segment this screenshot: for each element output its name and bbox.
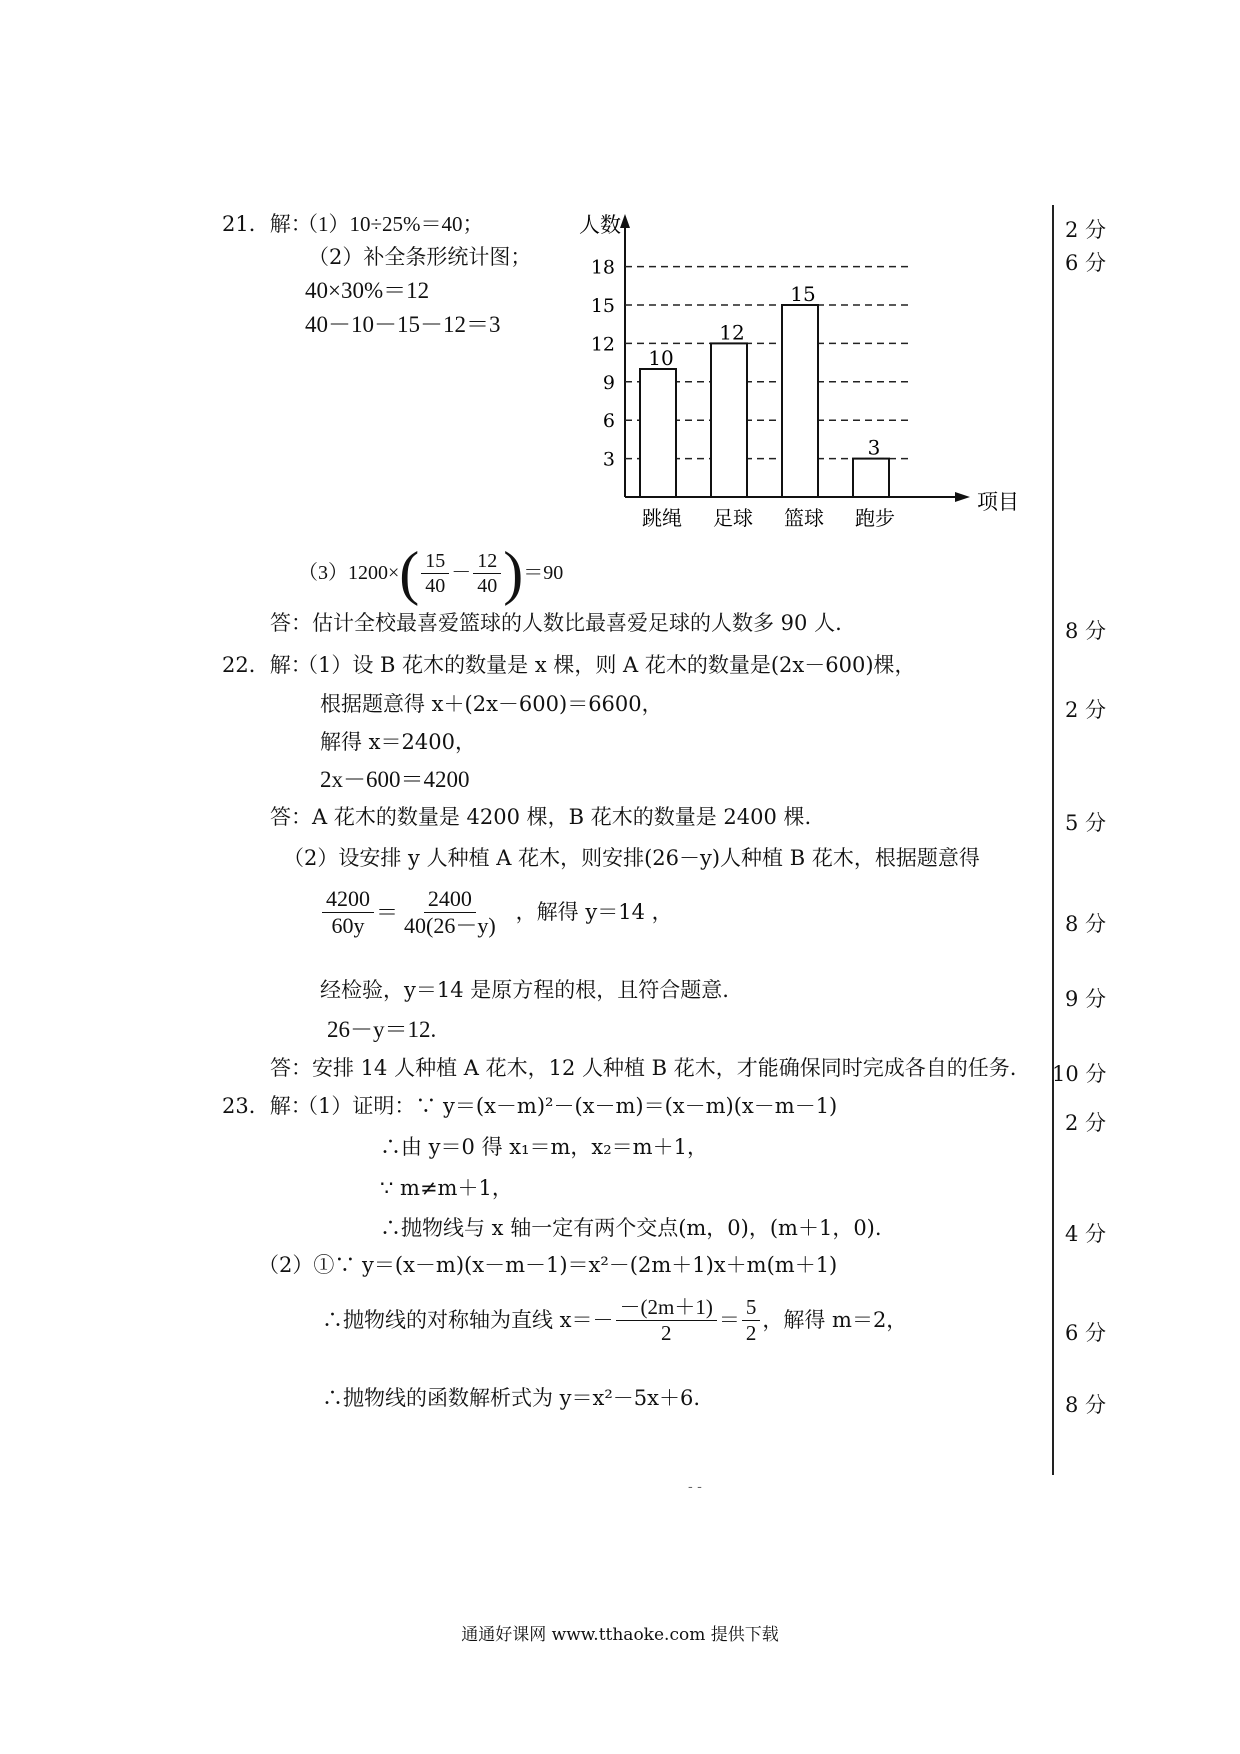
q21-head: 21．解：	[222, 212, 312, 236]
q22-line5: （2）设安排 y 人种植 A 花木，则安排(26－y)人种植 B 花木，根据题意得	[283, 846, 980, 870]
score-q22-1: 2 分	[1065, 698, 1107, 722]
fraction-left	[322, 888, 374, 937]
q23-head: 23．解：	[222, 1094, 312, 1118]
q22-answer1: 答：A 花木的数量是 4200 棵，B 花木的数量是 2400 棵.	[270, 805, 812, 829]
right-paren: )	[503, 540, 524, 606]
category-label: 篮球	[784, 506, 824, 530]
q21-answer: 答：估计全校最喜爱篮球的人数比最喜爱足球的人数多 90 人.	[270, 611, 842, 635]
q22-answer2: 答：安排 14 人种植 A 花木，12 人种植 B 花木，才能确保同时完成各自的任务.	[270, 1056, 1017, 1080]
q21-part1: （1）10÷25%＝40；	[297, 212, 484, 236]
q21-line4: 40－10－15－12＝3	[305, 312, 501, 337]
bar-value-label: 10	[648, 346, 674, 370]
y-tick-label: 15	[590, 295, 615, 317]
bar	[640, 369, 676, 497]
score-q23-3: 6 分	[1065, 1321, 1107, 1345]
bar	[853, 459, 889, 497]
q22-line6: 经检验，y＝14 是原方程的根，且符合题意.	[320, 978, 729, 1002]
bar-chart	[560, 212, 1040, 532]
equals-sign: ＝	[718, 1308, 740, 1332]
q21-part3-prefix: （3）1200×	[298, 562, 400, 584]
category-label: 跑步	[855, 506, 895, 530]
bar	[782, 305, 818, 497]
fraction-numerator: 12	[473, 551, 501, 574]
bar	[711, 343, 747, 497]
score-divider	[1052, 205, 1054, 1475]
fraction-denominator: 40	[477, 574, 498, 597]
equation-tail: ，解得 y＝14 ，	[515, 900, 673, 924]
score-q21-2: 6 分	[1065, 251, 1107, 275]
q23-line5: （2）①∵ y＝(x－m)(x－m－1)＝x²－(2m＋1)x＋m(m＋1)	[258, 1253, 838, 1277]
q23-line2: ∴由 y＝0 得 x₁＝m，x₂＝m＋1，	[380, 1135, 708, 1159]
fraction-axis	[616, 1297, 717, 1344]
y-tick-label: 6	[602, 410, 615, 433]
left-paren: (	[399, 540, 420, 606]
y-tick-label: 9	[602, 371, 615, 394]
fraction-five-halves	[742, 1297, 761, 1344]
q23-line6-prefix: ∴抛物线的对称轴为直线 x＝－	[322, 1308, 614, 1332]
fraction-denominator: 2	[745, 1321, 757, 1345]
q22-equation	[320, 888, 673, 937]
y-tick-label: 12	[590, 333, 615, 356]
fraction-denominator: 2	[660, 1321, 672, 1345]
q22-line4: 2x－600＝4200	[320, 767, 470, 792]
y-tick-label: 18	[590, 256, 615, 279]
fraction-numerator: 4200	[322, 888, 374, 913]
y-tick-label: 3	[602, 448, 615, 471]
q23-line7: ∴抛物线的函数解析式为 y＝x²－5x＋6.	[322, 1386, 701, 1410]
fraction-15-40	[421, 551, 449, 596]
fraction-12-40	[473, 551, 501, 596]
q21-part3	[298, 540, 564, 606]
score-q23-2: 4 分	[1065, 1222, 1107, 1246]
fraction-numerator: 5	[742, 1297, 761, 1321]
category-label: 足球	[713, 506, 753, 530]
bar-value-label: 15	[790, 282, 816, 306]
q23-line3: ∵ m≠m＋1，	[380, 1176, 513, 1200]
category-label: 跳绳	[642, 506, 682, 530]
q22-line3: 解得 x＝2400，	[320, 730, 476, 754]
fraction-denominator: 40(26－y)	[404, 913, 496, 938]
score-q21-3: 8 分	[1065, 619, 1107, 643]
score-q22-3: 8 分	[1065, 912, 1107, 936]
score-q22-2: 5 分	[1065, 811, 1107, 835]
bar-value-label: 12	[719, 320, 745, 345]
footer-text: 通通好课网 www.tthaoke.com 提供下载	[461, 1625, 779, 1645]
q22-line7: 26－y＝12.	[327, 1017, 437, 1042]
fraction-right	[400, 888, 500, 937]
x-axis-arrow	[955, 492, 970, 502]
score-q22-5: 10 分	[1052, 1062, 1107, 1086]
fraction-denominator: 40	[425, 574, 446, 597]
page-number: - -	[688, 1479, 702, 1495]
bar-value-label: 3	[867, 435, 881, 460]
minus-sign: －	[451, 562, 472, 584]
fraction-numerator: －(2m＋1)	[616, 1297, 717, 1321]
q22-line1: （1）设 B 花木的数量是 x 棵，则 A 花木的数量是(2x－600)棵，	[297, 653, 916, 677]
q22-head: 22．解：	[222, 653, 312, 677]
fraction-numerator: 2400	[424, 888, 476, 913]
fraction-numerator: 15	[421, 551, 449, 574]
y-axis-arrow	[620, 214, 630, 228]
q23-line4: ∴抛物线与 x 轴一定有两个交点(m，0)，(m＋1，0).	[380, 1216, 882, 1240]
fraction-denominator: 60y	[331, 913, 365, 938]
q23-line6-tail: ，解得 m＝2，	[762, 1308, 908, 1332]
q21-line3: 40×30%＝12	[305, 278, 430, 303]
equals-sign: ＝	[376, 899, 399, 925]
q22-line2: 根据题意得 x＋(2x－600)＝6600，	[320, 692, 663, 716]
score-q23-4: 8 分	[1065, 1393, 1107, 1417]
x-axis-label: 项目	[977, 490, 1019, 514]
y-axis-label: 人数	[579, 213, 621, 237]
q23-line6	[322, 1297, 907, 1344]
q21-part2: （2）补全条形统计图；	[308, 245, 532, 269]
q21-part3-result: ＝90	[523, 562, 564, 584]
score-q23-1: 2 分	[1065, 1111, 1107, 1135]
score-q22-4: 9 分	[1065, 987, 1107, 1011]
q23-line1: （1）证明：∵ y＝(x－m)²－(x－m)＝(x－m)(x－m－1)	[297, 1094, 838, 1118]
score-q21-1: 2 分	[1065, 218, 1107, 242]
